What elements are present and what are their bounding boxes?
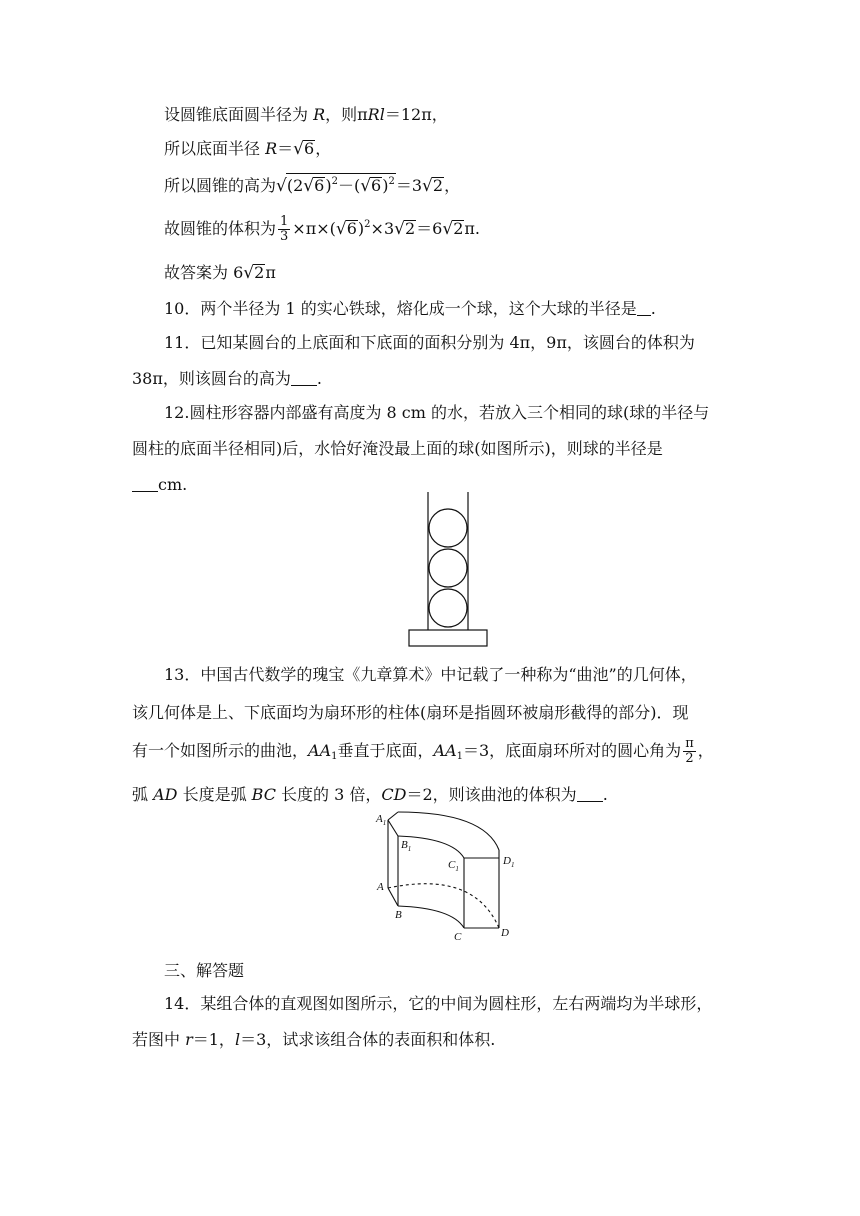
edge-a-b (388, 888, 398, 906)
answer-blank (637, 301, 651, 316)
question-11: 11．已知某圆台的上底面和下底面的面积分别为 4π，9π，该圆台的体积为 38π，则该圆台的高为 . (132, 333, 695, 388)
question-13: 13．中国古代数学的瑰宝《九章算术》中记载了一种称为“曲池”的几何体， 该几何体是上、下底面均为扇环形的柱体(扇环是指圆环被扇形截得的部分)．现 有一个如图所示的曲池，$AA_1$垂直于底面，$AA_1=3$，底面扇环所对的圆心角为 $\frac{\pi}{2}$ ， 弧 AD 长度是弧 BC 长度的 3 倍，CD＝2，则该曲池的体积为 . (132, 665, 714, 804)
ball-bottom (429, 589, 467, 627)
curved-pool-figure (374, 810, 524, 943)
section-heading: 三、解答题 (164, 961, 245, 980)
solution-line-3: 所以圆锥的高为$√(2√6)^2-(√6)^2=3√2$， (164, 173, 460, 197)
answer-blank (291, 371, 317, 386)
arc-top-outer (398, 812, 499, 850)
solution-line-5: 故答案为 6√2π (164, 263, 276, 283)
label-b1: $B_1$ (401, 839, 412, 853)
label-b: B (395, 909, 402, 921)
edge-a1-top (388, 812, 398, 820)
solution-line-1: 设圆锥底面圆半径为 R，则πRl＝12π， (164, 105, 448, 124)
label-c1: $C_1$ (448, 859, 459, 873)
ball-top (429, 509, 467, 547)
label-a: A (377, 881, 384, 893)
answer-blank (132, 477, 158, 492)
ball-middle (429, 549, 467, 587)
solution-line-4: 故圆锥的体积为 $\frac{1}{3}$ $\times\pi\times(√6)^2\times 3√2=6√2\pi$. (164, 214, 480, 244)
fraction-pi-over-2: $\frac{\pi}{2}$ (685, 736, 694, 766)
label-d: D (501, 927, 509, 939)
arc-b-c (398, 906, 464, 928)
label-d1: $D_1$ (503, 855, 515, 869)
fraction-one-third: $\frac{1}{3}$ (280, 214, 289, 244)
edge-a1-b1 (388, 820, 398, 836)
cylinder-balls-figure (408, 492, 488, 647)
label-a1: $A_1$ (376, 813, 387, 827)
answer-blank (577, 787, 603, 802)
cylinder-base (409, 630, 487, 646)
question-10: 10．两个半径为 1 的实心铁球，熔化成一个球，这个大球的半径是 . (164, 299, 656, 318)
label-c: C (454, 931, 462, 943)
question-12: 12.圆柱形容器内部盛有高度为 8 cm 的水，若放入三个相同的球(球的半径与 圆柱的底面半径相同)后，水恰好淹没最上面的球(如图所示)，则球的半径是 cm. (132, 403, 710, 494)
solution-line-2: 所以底面半径 R＝√6， (164, 139, 332, 159)
question-14: 14．某组合体的直观图如图所示，它的中间为圆柱形，左右两端均为半球形， 若图中 r＝1，l＝3，试求该组合体的表面积和体积. (132, 994, 713, 1049)
